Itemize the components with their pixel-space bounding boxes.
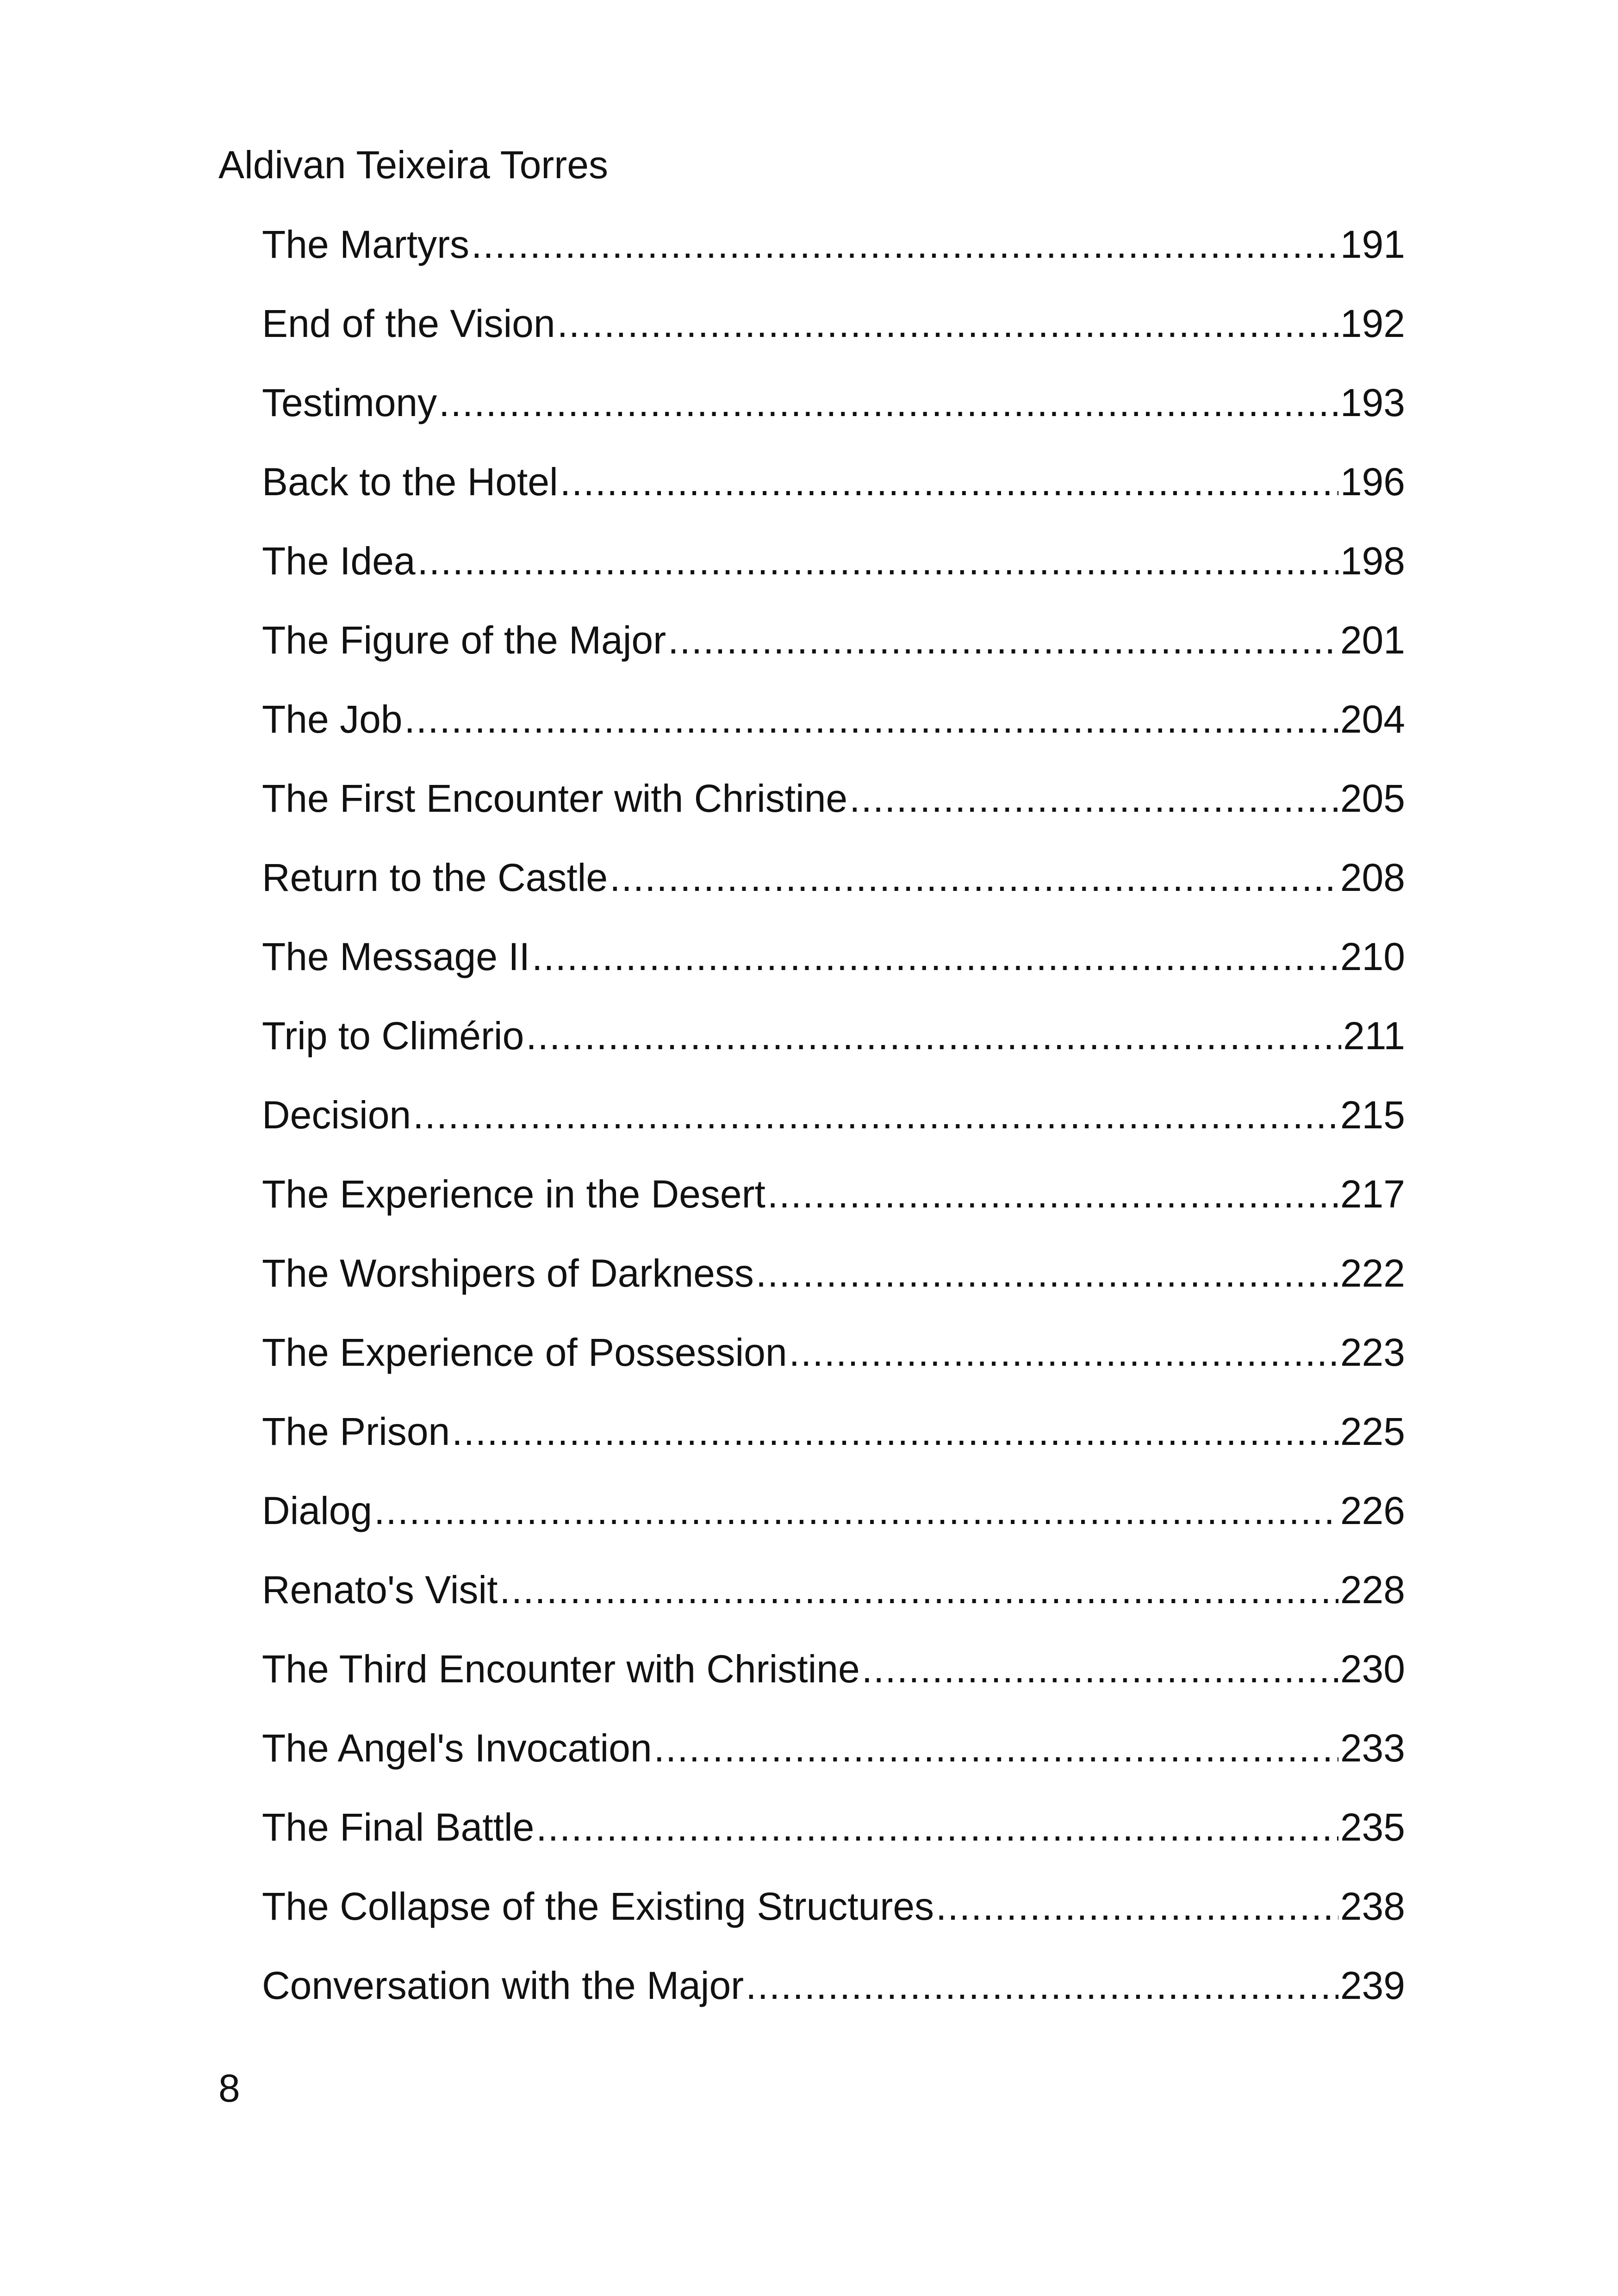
toc-dot-leader [439, 375, 1338, 430]
toc-dot-leader [654, 1720, 1338, 1776]
toc-entry-page: 235 [1340, 1805, 1405, 1849]
toc-entry [262, 1404, 1405, 1483]
toc-entry-page: 225 [1340, 1410, 1405, 1453]
toc-dot-leader [413, 1087, 1338, 1143]
toc-entry-page: 228 [1340, 1568, 1405, 1612]
toc-entry-page: 211 [1343, 1014, 1405, 1058]
toc-entry-title: Decision [262, 1093, 411, 1137]
toc-entry-title: The Experience in the Desert [262, 1172, 765, 1216]
toc-entry-page: 208 [1340, 856, 1405, 899]
toc-entry [262, 454, 1405, 533]
toc-entry-title: Back to the Hotel [262, 460, 558, 504]
toc-entry-title: The Message II [262, 935, 530, 978]
toc-entry-page: 217 [1340, 1172, 1405, 1216]
toc-entry-title: The Prison [262, 1410, 450, 1453]
toc-dot-leader [746, 1958, 1338, 2013]
toc-entry-title: The Martyrs [262, 223, 470, 266]
toc-entry [262, 1008, 1405, 1087]
toc-dot-leader [526, 1008, 1341, 1064]
toc-entry-title: The Experience of Possession [262, 1331, 787, 1374]
toc-entry-page: 215 [1340, 1093, 1405, 1137]
running-header-author: Aldivan Teixeira Torres [218, 143, 608, 187]
toc-dot-leader [862, 1641, 1338, 1697]
toc-entry-page: 238 [1340, 1885, 1405, 1928]
toc-entry-page: 230 [1340, 1647, 1405, 1691]
toc-dot-leader [560, 454, 1338, 510]
toc-dot-leader [668, 612, 1338, 668]
toc-dot-leader [789, 1325, 1338, 1380]
toc-entry-page: 205 [1340, 777, 1405, 820]
toc-entry-title: Trip to Climério [262, 1014, 524, 1058]
toc-entry [262, 1562, 1405, 1641]
toc-entry [262, 1483, 1405, 1562]
toc-entry-title: End of the Vision [262, 302, 555, 345]
toc-entry-title: Dialog [262, 1489, 373, 1532]
toc-entry [262, 1087, 1405, 1166]
toc-entry-page: 233 [1340, 1726, 1405, 1770]
toc-entry-page: 193 [1340, 381, 1405, 424]
toc-dot-leader [767, 1166, 1338, 1222]
toc-dot-leader [849, 771, 1338, 826]
toc-entry-title: Return to the Castle [262, 856, 608, 899]
toc-entry-page: 223 [1340, 1331, 1405, 1374]
toc-entry [262, 929, 1405, 1008]
toc-entry-page: 201 [1340, 618, 1405, 662]
table-of-contents [262, 217, 1405, 2037]
toc-entry-title: Testimony [262, 381, 437, 424]
toc-entry [262, 850, 1405, 929]
toc-dot-leader [936, 1879, 1338, 1934]
toc-entry-page: 210 [1340, 935, 1405, 978]
toc-entry [262, 1166, 1405, 1245]
toc-entry-title: The First Encounter with Christine [262, 777, 848, 820]
toc-entry-title: The Worshipers of Darkness [262, 1251, 754, 1295]
toc-entry-title: The Job [262, 697, 403, 741]
toc-entry [262, 1799, 1405, 1879]
toc-entry [262, 533, 1405, 612]
toc-entry [262, 1641, 1405, 1720]
toc-dot-leader [374, 1483, 1338, 1538]
toc-entry-title: Renato's Visit [262, 1568, 498, 1612]
toc-dot-leader [417, 533, 1338, 589]
toc-entry-title: The Angel's Invocation [262, 1726, 652, 1770]
toc-dot-leader [471, 217, 1338, 272]
toc-entry [262, 771, 1405, 850]
toc-entry-page: 192 [1340, 302, 1405, 345]
toc-entry-title: The Figure of the Major [262, 618, 666, 662]
toc-entry-page: 191 [1340, 223, 1405, 266]
toc-entry [262, 1245, 1405, 1325]
toc-entry-title: Conversation with the Major [262, 1964, 744, 2007]
toc-entry [262, 691, 1405, 771]
toc-entry [262, 1325, 1405, 1404]
toc-dot-leader [557, 296, 1338, 351]
toc-entry [262, 217, 1405, 296]
toc-dot-leader [756, 1245, 1338, 1301]
toc-entry-title: The Final Battle [262, 1805, 535, 1849]
toc-entry-page: 204 [1340, 697, 1405, 741]
toc-entry [262, 1720, 1405, 1799]
toc-dot-leader [610, 850, 1338, 905]
toc-entry [262, 612, 1405, 691]
toc-entry-title: The Idea [262, 539, 416, 583]
toc-entry-page: 226 [1340, 1489, 1405, 1532]
toc-entry [262, 1879, 1405, 1958]
toc-entry-page: 222 [1340, 1251, 1405, 1295]
toc-entry-title: The Third Encounter with Christine [262, 1647, 860, 1691]
toc-entry-page: 198 [1340, 539, 1405, 583]
toc-entry-page: 196 [1340, 460, 1405, 504]
toc-entry [262, 1958, 1405, 2037]
toc-entry-page: 239 [1340, 1964, 1405, 2007]
toc-dot-leader [499, 1562, 1338, 1618]
toc-dot-leader [532, 929, 1338, 984]
toc-entry [262, 296, 1405, 375]
page-number: 8 [218, 2066, 240, 2110]
toc-dot-leader [536, 1799, 1338, 1855]
toc-entry-title: The Collapse of the Existing Structures [262, 1885, 934, 1928]
toc-entry [262, 375, 1405, 454]
toc-dot-leader [404, 691, 1338, 747]
toc-dot-leader [452, 1404, 1338, 1459]
